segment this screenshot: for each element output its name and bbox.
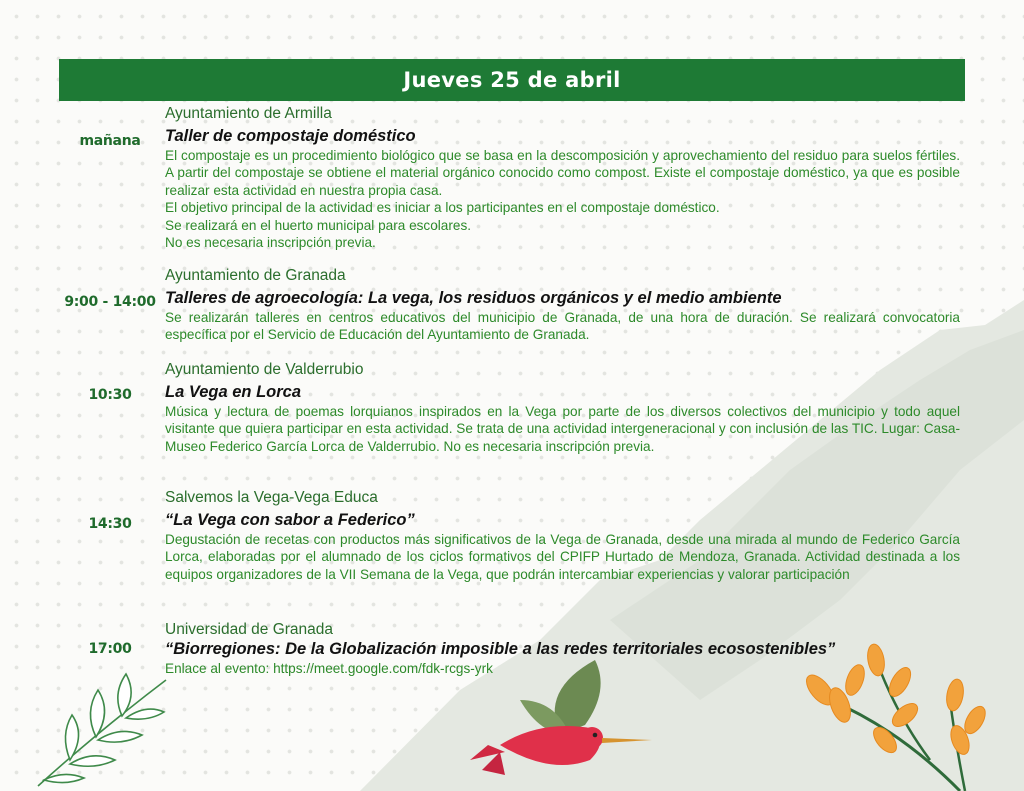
event-title: “La Vega con sabor a Federico” <box>165 511 415 529</box>
event-description: Música y lectura de poemas lorquianos inspirados en la Vega por parte de los diversos colectivos del municipio y todo aquel visitante que quiera participar en esta actividad. Se trata de una actividad intergeneracional y con inclusión de las TIC. Lugar: Casa-Museo Federico García Lorca de Valderrubio. No es necesaria inscripción previa. <box>165 404 960 454</box>
event-organizer: Salvemos la Vega-Vega Educa <box>165 489 378 506</box>
day-header <box>59 59 965 101</box>
event-title: La Vega en Lorca <box>165 383 302 401</box>
event-title: Talleres de agroecología: La vega, los residuos orgánicos y el medio ambiente <box>165 289 782 307</box>
event-content <box>165 266 960 344</box>
event-organizer: Ayuntamiento de Valderrubio <box>165 361 364 378</box>
event-title: Taller de compostaje doméstico <box>165 127 416 145</box>
event-content <box>165 360 960 455</box>
event-description: Se realizarán talleres en centros educativos del municipio de Granada, de una hora de duración. Se realizará convocatoria específica por el Servicio de Educación del Ayuntamiento de Granada. <box>165 310 960 343</box>
event-time: 14:30 <box>88 516 132 532</box>
event-title: “Biorregiones: De la Globalización imposible a las redes territoriales ecosostenibles” <box>165 640 836 658</box>
event-content <box>165 488 960 583</box>
event-time: 9:00 - 14:00 <box>64 294 156 310</box>
event-time: 10:30 <box>88 387 132 403</box>
event-description: El objetivo principal de la actividad es iniciar a los participantes en el compostaje doméstico. <box>165 200 720 216</box>
event-link[interactable]: Enlace al evento: https://meet.google.com/fdk-rcgs-yrk <box>165 661 493 676</box>
event-time: 17:00 <box>88 641 132 657</box>
event-description: Se realizará en el huerto municipal para escolares. <box>165 217 472 233</box>
event-organizer: Ayuntamiento de Granada <box>165 267 346 284</box>
event-content <box>165 620 960 677</box>
event-description: Degustación de recetas con productos más significativos de la Vega de Granada, desde una mirada al mundo de Federico García Lorca, elaboradas por el alumnado de los ciclos formativos del CPIFP Hurtado de Mendoza, Granada. Actividad destinada a los equipos organizadores de la VII Semana de la Vega, que podrán intercambiar experiencias y valorar participación <box>165 532 960 582</box>
leaf-branch-icon <box>38 674 166 786</box>
day-title: Jueves 25 de abril <box>403 68 621 92</box>
event-content <box>165 104 960 251</box>
event-description: El compostaje es un procedimiento biológico que se basa en la descomposición y aprovechamiento del residuo para suelos fértiles. A partir del compostaje se obtiene el material orgánico conocido como compost. Existe el compostaje doméstico, ya que es posible realizar esta actividad en nuestra propia casa. <box>165 148 960 198</box>
event-organizer: Ayuntamiento de Armilla <box>165 105 332 122</box>
event-description: No es necesaria inscripción previa. <box>165 235 376 251</box>
event-time: mañana <box>79 133 141 149</box>
event-organizer: Universidad de Granada <box>165 621 334 638</box>
